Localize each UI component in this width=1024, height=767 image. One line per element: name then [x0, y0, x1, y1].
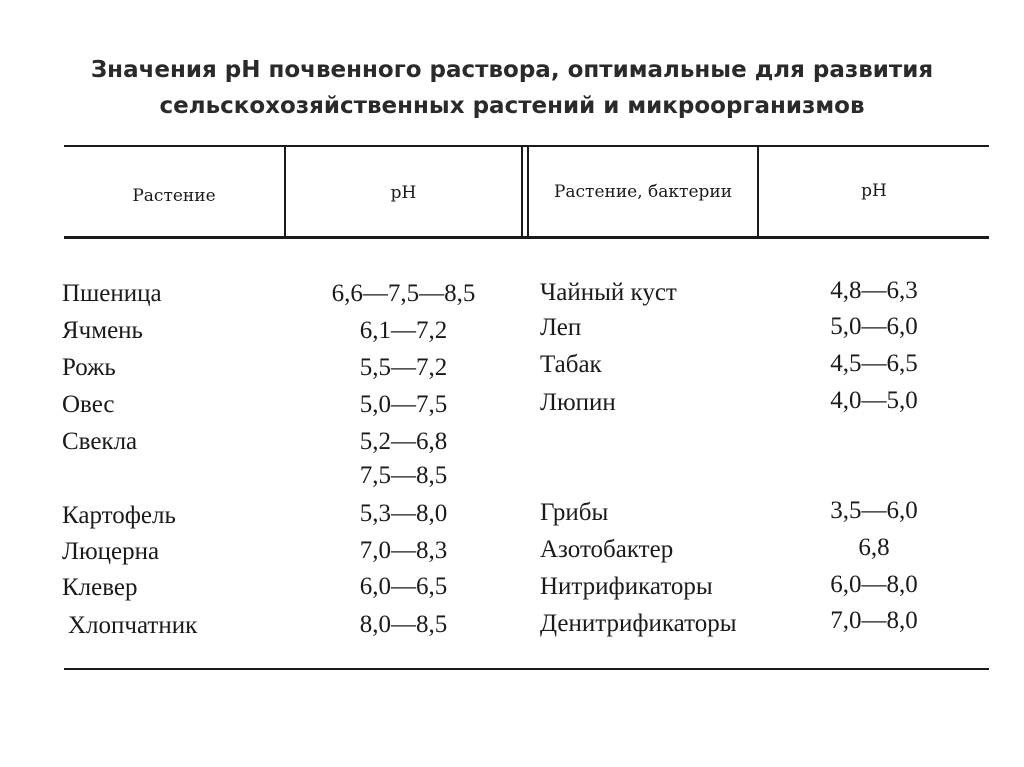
right-row-name: Чайный куст [540, 279, 677, 306]
table-title [0, 52, 1024, 124]
right-row-name: Леп [540, 314, 582, 341]
left-row-ph: 6,1—7,2 [359, 317, 448, 344]
header-plant: Растение [132, 186, 216, 206]
right-row-name: Азотобактер [540, 536, 674, 563]
left-row-name: Хлопчатник [68, 612, 198, 639]
title-line-2: сельскохозяйственных растений и микроорганизмов [159, 93, 865, 119]
left-row-name: Картофель [62, 502, 176, 529]
right-row-ph: 4,8—6,3 [830, 277, 918, 304]
left-row-ph: 5,2—6,8 [359, 428, 448, 455]
left-row-name: Клевер [62, 574, 138, 601]
left-row-ph: 5,3—8,0 [359, 500, 448, 527]
left-row-ph: 5,5—7,2 [359, 354, 448, 381]
left-row-name: Ячмень [62, 317, 143, 344]
header-plant-bacteria: Растение, бактерии [553, 182, 733, 202]
header-ph-right: pH [861, 181, 887, 201]
left-row-name: Овес [62, 391, 115, 418]
left-row-ph: 8,0—8,5 [359, 611, 448, 638]
right-row-ph: 7,0—8,0 [830, 607, 918, 634]
right-row-name: Табак [540, 351, 602, 378]
right-row-ph: 6,8 [858, 534, 890, 561]
left-row-name: Свекла [62, 428, 138, 455]
right-row-name: Люпин [540, 389, 616, 416]
left-row-ph: 6,6—7,5—8,5 [331, 280, 476, 307]
right-row-ph: 4,5—6,5 [830, 350, 918, 377]
left-row-ph: 5,0—7,5 [359, 391, 448, 418]
table-header-rule [64, 236, 989, 239]
header-divider-2a [521, 147, 523, 236]
header-ph-left: pH [390, 183, 417, 203]
left-row-ph: 7,0—8,3 [359, 537, 448, 564]
left-row-ph: 7,5—8,5 [359, 462, 448, 489]
left-row-name: Пшеница [62, 280, 162, 307]
left-row-name: Рожь [62, 354, 116, 381]
right-row-ph: 3,5—6,0 [830, 497, 918, 524]
right-row-name: Нитрификаторы [540, 573, 713, 600]
title-line-1: Значения pH почвенного раствора, оптимальные для развития [90, 57, 934, 83]
right-row-ph: 6,0—8,0 [830, 571, 918, 598]
right-row-ph: 4,0—5,0 [830, 387, 918, 414]
table-bottom-rule [64, 668, 989, 670]
right-row-name: Грибы [540, 499, 609, 526]
left-row-name: Люцерна [62, 538, 160, 565]
right-row-ph: 5,0—6,0 [830, 313, 918, 340]
right-row-name: Денитрификаторы [540, 610, 737, 637]
left-row-ph: 6,0—6,5 [359, 573, 448, 600]
